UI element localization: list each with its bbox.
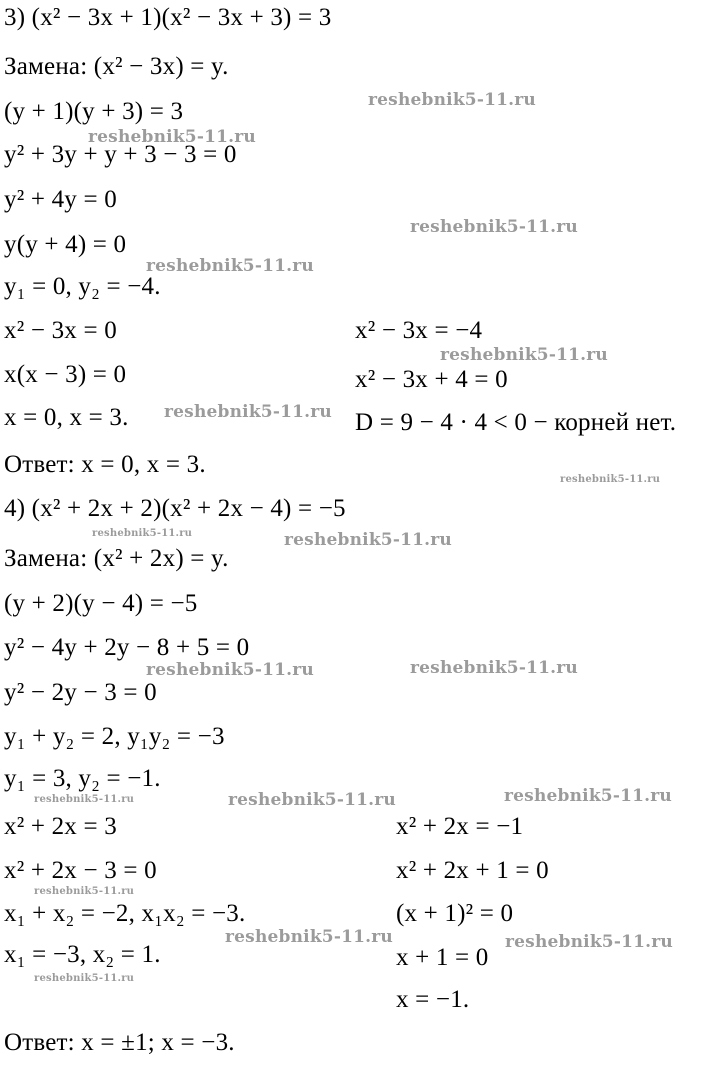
problem4-line-5: y₁ = 3, y₂ = −1. [4,765,161,792]
watermark: reshebnik5-11.ru [440,345,608,365]
watermark: reshebnik5-11.ru [88,127,256,147]
problem3-case1-line-2: x(x − 3) = 0 [4,361,127,388]
watermark: reshebnik5-11.ru [504,786,672,806]
problem3-line-3: y² + 4y = 0 [4,186,117,213]
problem4-header: 4) (x² + 2x + 2)(x² + 2x − 4) = −5 [4,495,346,522]
problem3-line-4: y(y + 4) = 0 [4,231,127,258]
problem4-line-3: y² − 2y − 3 = 0 [4,679,157,706]
watermark: reshebnik5-11.ru [34,973,135,984]
watermark: reshebnik5-11.ru [368,90,536,110]
problem3-case2-line-2: x² − 3x + 4 = 0 [355,366,508,393]
watermark: reshebnik5-11.ru [34,886,135,897]
problem4-case1-line-3: x₁ + x₂ = −2, x₁x₂ = −3. [4,900,246,927]
watermark: reshebnik5-11.ru [410,658,578,678]
problem4-case1-line-4: x₁ = −3, x₂ = 1. [4,941,161,968]
problem4-case2-line-4: x + 1 = 0 [396,944,489,971]
watermark: reshebnik5-11.ru [410,217,578,237]
problem4-case2-line-2: x² + 2x + 1 = 0 [396,857,549,884]
problem3-case1-line-3: x = 0, x = 3. [4,404,129,431]
problem3-line-5: y₁ = 0, y₂ = −4. [4,273,161,300]
problem4-case1-line-2: x² + 2x − 3 = 0 [4,857,157,884]
watermark: reshebnik5-11.ru [164,402,332,422]
problem4-case1-line-1: x² + 2x = 3 [4,813,117,840]
problem4-line-4: y₁ + y₂ = 2, y₁y₂ = −3 [4,723,225,750]
watermark: reshebnik5-11.ru [228,790,396,810]
watermark: reshebnik5-11.ru [92,528,193,539]
problem3-case2-line-1: x² − 3x = −4 [355,317,483,344]
problem4-line-1: (y + 2)(y − 4) = −5 [4,590,198,617]
problem3-case1-line-1: x² − 3x = 0 [4,317,117,344]
problem4-case2-line-1: x² + 2x = −1 [396,813,524,840]
problem4-case2-line-5: x = −1. [396,986,470,1013]
watermark: reshebnik5-11.ru [34,794,135,805]
problem4-line-2: y² − 4y + 2y − 8 + 5 = 0 [4,634,250,661]
problem4-case2-line-3: (x + 1)² = 0 [396,900,514,927]
watermark: reshebnik5-11.ru [146,256,314,276]
watermark: reshebnik5-11.ru [146,660,314,680]
problem4-substitution: Замена: (x² + 2x) = y. [4,545,229,572]
watermark: reshebnik5-11.ru [505,932,673,952]
watermark: reshebnik5-11.ru [560,474,661,485]
problem4-answer: Ответ: x = ±1; x = −3. [4,1029,235,1056]
problem3-substitution: Замена: (x² − 3x) = y. [4,53,229,80]
problem3-line-2: y² + 3y + y + 3 − 3 = 0 [4,141,237,168]
problem3-case2-line-3: D = 9 − 4 · 4 < 0 − корней нет. [355,409,677,436]
problem3-line-1: (y + 1)(y + 3) = 3 [4,98,184,125]
watermark: reshebnik5-11.ru [225,927,393,947]
problem3-header: 3) (x² − 3x + 1)(x² − 3x + 3) = 3 [4,4,332,31]
watermark: reshebnik5-11.ru [284,530,452,550]
problem3-answer: Ответ: x = 0, x = 3. [4,451,206,478]
